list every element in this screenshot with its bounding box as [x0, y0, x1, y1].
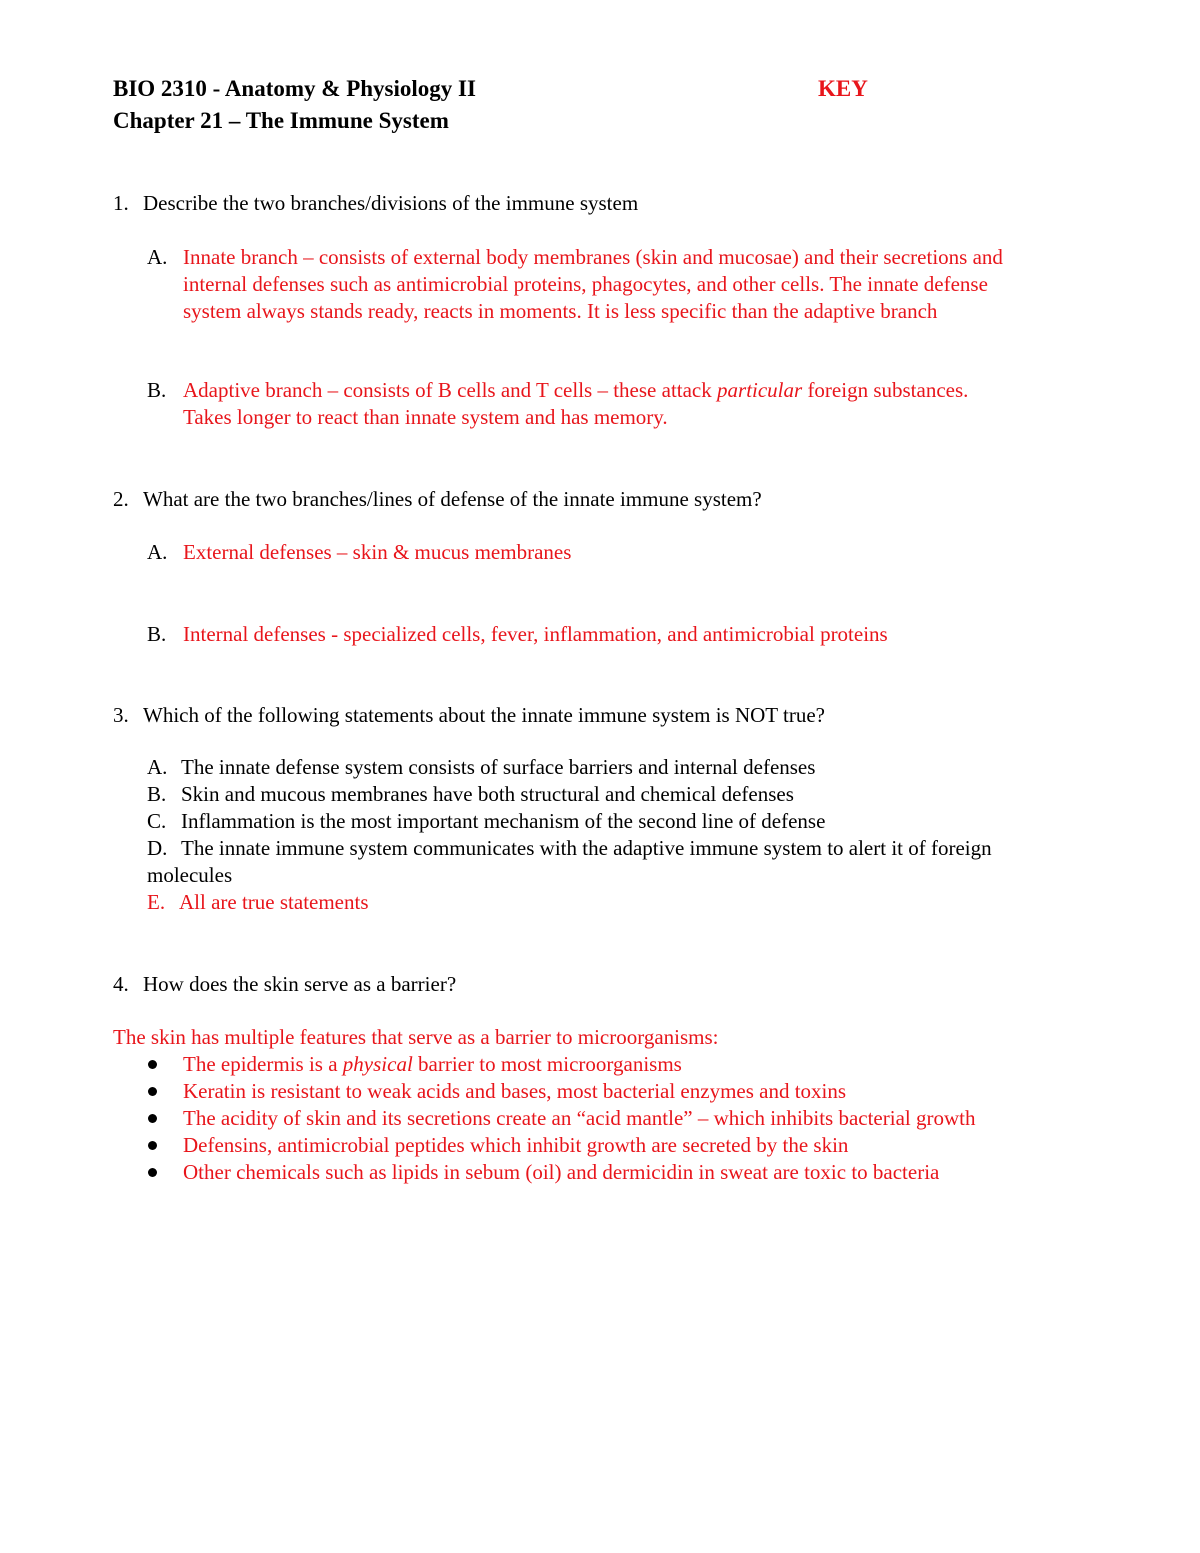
- question-4-bullet-1: [183, 1051, 682, 1078]
- question-1-text: Describe the two branches/divisions of the immune system: [143, 191, 639, 215]
- question-4-bullet-2: Keratin is resistant to weak acids and bases, most bacterial enzymes and toxins: [183, 1079, 847, 1103]
- bullet-icon: [148, 1087, 157, 1096]
- question-1-number: 1.: [113, 191, 129, 215]
- answer-letter: A.: [147, 540, 168, 564]
- option-letter: B.: [147, 782, 167, 806]
- question-2-text: What are the two branches/lines of defense of the innate immune system?: [143, 487, 762, 511]
- course-title: BIO 2310 - Anatomy & Physiology II: [113, 76, 476, 101]
- question-2: [113, 486, 762, 513]
- answer-text-emphasis: particular: [717, 378, 803, 402]
- question-3-option-d-line-2: molecules: [147, 863, 233, 887]
- option-text: Inflammation is the most important mechanism of the second line of defense: [181, 809, 826, 833]
- question-2-number: 2.: [113, 487, 129, 511]
- answer-text: Innate branch – consists of external body membranes (skin and mucosae) and their secretions and: [183, 245, 1003, 269]
- answer-text: External defenses – skin & mucus membranes: [183, 540, 572, 564]
- bullet-icon: [148, 1168, 157, 1177]
- option-letter: D.: [147, 836, 168, 860]
- question-3: [113, 702, 825, 729]
- question-1-answer-a-line-3: system always stands ready, reacts in moments. It is less specific than the adaptive branch: [183, 299, 938, 323]
- option-text: The innate defense system consists of surface barriers and internal defenses: [181, 755, 816, 779]
- question-4-bullet-5: Other chemicals such as lipids in sebum (oil) and dermicidin in sweat are toxic to bacteria: [183, 1160, 940, 1184]
- answer-letter: B.: [147, 622, 167, 646]
- question-4-answer-intro: The skin has multiple features that serve as a barrier to microorganisms:: [113, 1025, 719, 1049]
- question-1-answer-b-line-2: Takes longer to react than innate system and has memory.: [183, 405, 668, 429]
- option-letter: E.: [147, 890, 166, 914]
- option-text: Skin and mucous membranes have both structural and chemical defenses: [181, 782, 794, 806]
- question-3-option-d: [147, 835, 992, 862]
- bullet-text-post: barrier to most microorganisms: [412, 1052, 682, 1076]
- question-3-option-a: [147, 754, 815, 781]
- answer-text-pre: Adaptive branch – consists of B cells and T cells – these attack: [183, 378, 718, 402]
- answer-text-post: foreign substances.: [802, 378, 969, 402]
- question-3-text: Which of the following statements about the innate immune system is NOT true?: [143, 703, 825, 727]
- answer-letter: B.: [147, 378, 167, 402]
- question-1-answer-b: [147, 377, 968, 404]
- answer-text: Internal defenses - specialized cells, fever, inflammation, and antimicrobial proteins: [183, 622, 888, 646]
- option-text: The innate immune system communicates with the adaptive immune system to alert it of foreign: [181, 836, 992, 860]
- bullet-icon: [148, 1141, 157, 1150]
- question-4-number: 4.: [113, 972, 129, 996]
- option-letter: C.: [147, 809, 167, 833]
- question-2-answer-b: [147, 621, 888, 648]
- question-4-text: How does the skin serve as a barrier?: [143, 972, 457, 996]
- question-1-answer-a: [147, 244, 1003, 271]
- question-3-number: 3.: [113, 703, 129, 727]
- key-label: KEY: [818, 76, 868, 101]
- bullet-icon: [148, 1060, 157, 1069]
- question-3-option-c: [147, 808, 825, 835]
- question-3-option-e: [147, 889, 369, 916]
- question-4-bullet-4: Defensins, antimicrobial peptides which inhibit growth are secreted by the skin: [183, 1133, 849, 1157]
- question-4: [113, 971, 456, 998]
- bullet-text-emphasis: physical: [342, 1052, 413, 1076]
- answer-letter: A.: [147, 245, 168, 269]
- question-1: [113, 190, 638, 217]
- option-text: All are true statements: [179, 890, 369, 914]
- question-4-bullet-3: The acidity of skin and its secretions create an “acid mantle” – which inhibits bacterial growth: [183, 1106, 976, 1130]
- question-2-answer-a: [147, 539, 571, 566]
- chapter-title: Chapter 21 – The Immune System: [113, 108, 449, 133]
- option-letter: A.: [147, 755, 168, 779]
- bullet-icon: [148, 1114, 157, 1123]
- bullet-text-pre: The epidermis is a: [183, 1052, 343, 1076]
- question-3-option-b: [147, 781, 794, 808]
- question-1-answer-a-line-2: internal defenses such as antimicrobial proteins, phagocytes, and other cells. The innate defense: [183, 272, 988, 296]
